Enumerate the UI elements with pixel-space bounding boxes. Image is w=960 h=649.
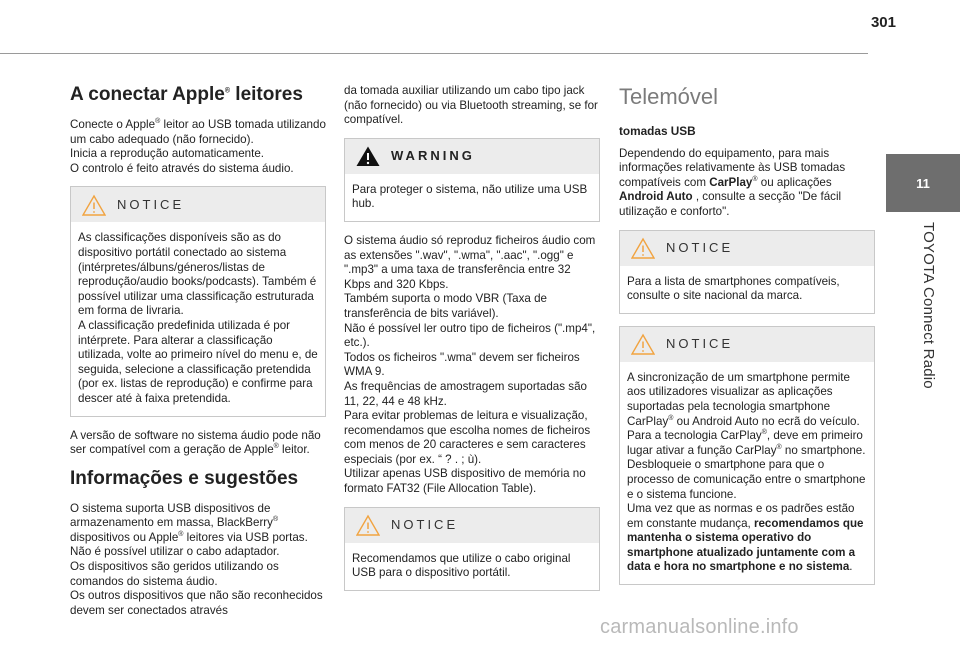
notice-header: [345, 508, 599, 543]
notice-text: A sincronização de um smartphone permite aos utilizadores visualizar as aplicações suportadas pela tecnologia smartphone CarPlay® ou Android Auto no ecrã do veículo. Para a tecnologia CarPlay®, deve em primeiro lugar ativar a função CarPlay® no smartphone. Desbloqueie o smartphone para que o processo de comunicação entre o smartphone e o sistema funcione. Uma vez que as normas e os padrões estão em constante mudança, recomendamos que mantenha o sistema operativo do smartphone atualizado juntamente com a data e hora no smartphone e no sistema.: [627, 370, 866, 574]
warning-label: WARNING: [391, 147, 475, 163]
software-compat-text: A versão de software no sistema áudio pode não ser compatível com a geração de Apple® leitor.: [70, 428, 321, 457]
warning-header: [345, 139, 599, 174]
apple-players-heading: A conectar Apple® leitores: [70, 84, 303, 105]
section-title: Telemóvel: [619, 84, 719, 109]
warning-box: [344, 138, 600, 222]
notice-box-classification: [70, 186, 326, 416]
notice-text: Para a lista de smartphones compatíveis, consulte o site nacional da marca.: [627, 274, 840, 303]
usb-subheading: tomadas USB: [619, 124, 696, 138]
notice-text: As classificações disponíveis são as do dispositivo portátil conectado ao sistema (intérpretes/álbuns/géneros/listas de reprodução/audio books/podcasts). Também é possível utilizar uma classificação estruturada em forma de livraria.: [78, 231, 317, 318]
warning-body: [345, 174, 599, 221]
notice-box-smartphones: [619, 230, 875, 314]
column-2: [344, 84, 600, 603]
notice-triangle-icon: [631, 237, 655, 259]
notice-body: [71, 222, 325, 415]
watermark: carmanualsonline.info: [600, 616, 799, 638]
chapter-title-wrap: [920, 222, 940, 442]
notice-body: [345, 543, 599, 590]
notice-body: [620, 362, 874, 584]
notice-triangle-icon: [631, 333, 655, 355]
notice-label: NOTICE: [666, 335, 734, 351]
notice-text: A classificação predefinida utilizada é por intérprete. Para alterar a classificação utilizada, volte ao primeiro nível do menu e, de seguida, selecione a classificação pretendida (por ex. listas de reprodução) e confirme para descer até à faixa pretendida.: [78, 318, 318, 405]
notice-label: NOTICE: [666, 239, 734, 255]
notice-text: Recomendamos que utilize o cabo original USB para o dispositivo portátil.: [352, 551, 571, 580]
header-divider: [0, 53, 868, 54]
notice-header: [620, 231, 874, 266]
audio-formats-text: O sistema áudio só reproduz ficheiros áudio com as extensões ".wav", ".wma", ".aac", ".ogg" e ".mp3" a uma taxa de transferência entre 32 Kbps and 320 Kbps. Também suporta o modo VBR (Taxa de transferência de bits variável). Não é possível ler outro tipo de ficheiros (".mp4", etc.). Todos os ficheiros ".wma" devem ser ficheiros WMA 9. As frequências de amostragem suportadas são 11, 22, 44 e 48 kHz. Para evitar problemas de leitura e visualização, recomendamos que escolha nomes de ficheiros com menos de 20 caracteres e sem caracteres especiais (por ex. “ ? . ; ù). Utilizar apenas USB dispositivo de memória no formato FAT32 (File Allocation Table).: [344, 233, 596, 496]
page-number: 301: [870, 14, 896, 31]
notice-label: NOTICE: [117, 196, 185, 212]
notice-box-sync: [619, 326, 875, 585]
notice-box-cable: [344, 507, 600, 591]
info-text: O sistema suporta USB dispositivos de armazenamento em massa, BlackBerry® dispositivos ou Apple® leitores via USB portas. Não é possível utilizar o cabo adaptador. Os dispositivos são geridos utilizando os comandos do sistema áudio. Os outros dispositivos que não são reconhecidos devem ser conectados através: [70, 501, 323, 617]
info-tips-heading: Informações e sugestões: [70, 467, 299, 489]
chapter-title: TOYOTA Connect Radio: [920, 222, 937, 389]
chapter-tab[interactable]: 11: [886, 154, 960, 212]
notice-body: [620, 266, 874, 313]
notice-triangle-icon: [356, 514, 380, 536]
notice-triangle-icon: [82, 194, 106, 216]
apple-intro: Conecte o Apple® leitor ao USB tomada utilizando um cabo adequado (não fornecido). Inicia a reprodução automaticamente. O controlo é feito através do sistema áudio.: [70, 118, 326, 175]
column-1: [70, 84, 326, 628]
warning-text: Para proteger o sistema, não utilize uma USB hub.: [352, 182, 588, 211]
notice-header: [620, 327, 874, 362]
column-3: [619, 84, 875, 597]
notice-header: [71, 187, 325, 222]
notice-label: NOTICE: [391, 516, 459, 532]
usb-compat-text: Dependendo do equipamento, para mais informações relativamente às USB tomadas compatíveis com CarPlay® ou aplicações Android Auto , consulte a secção "De fácil utilização e conforto".: [619, 146, 846, 218]
warning-triangle-icon: [356, 145, 380, 167]
aux-continuation-text: da tomada auxiliar utilizando um cabo tipo jack (não fornecido) ou via Bluetooth streaming, se for compatível.: [344, 84, 598, 127]
